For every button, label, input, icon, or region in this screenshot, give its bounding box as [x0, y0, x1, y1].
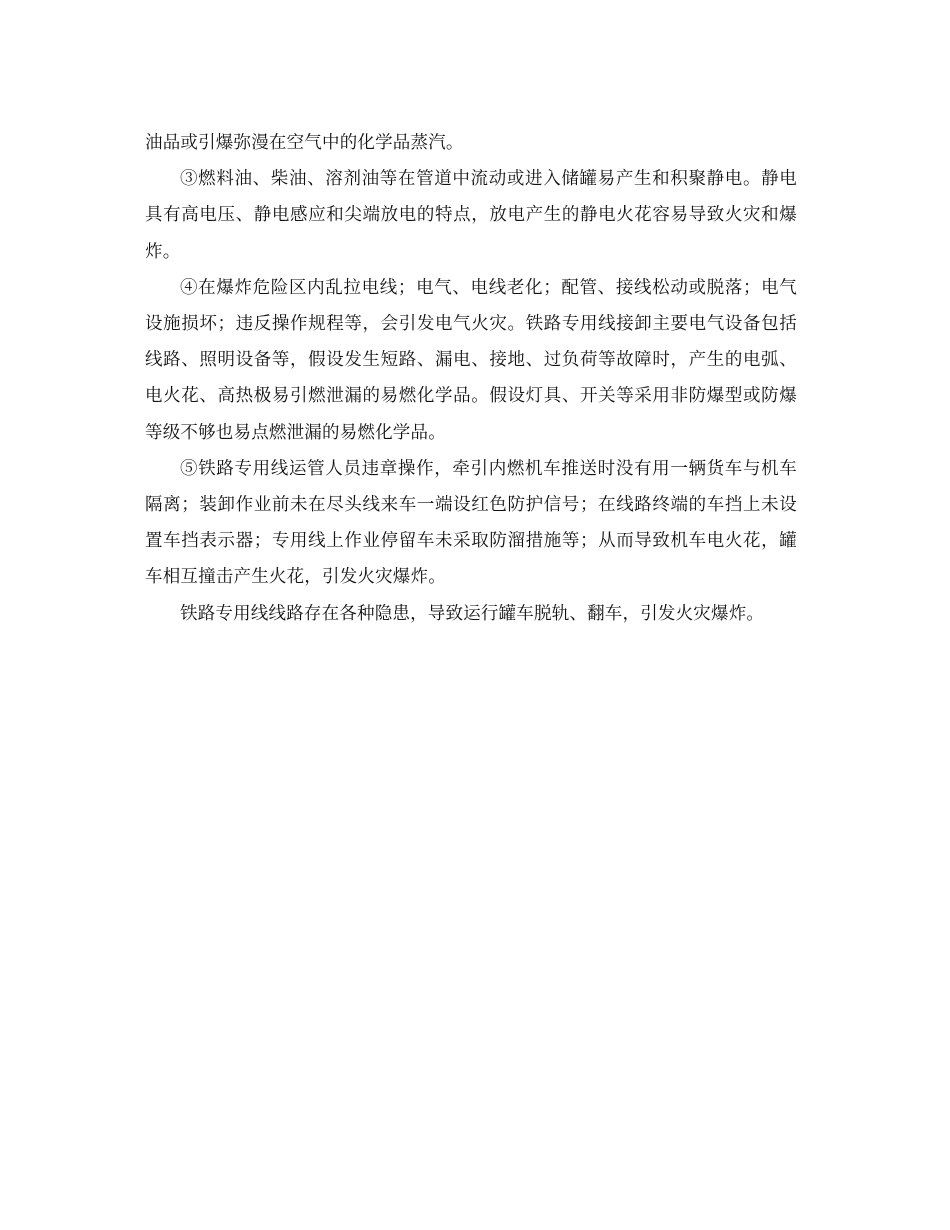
paragraph-summary: 铁路专用线线路存在各种隐患，导致运行罐车脱轨、翻车，引发火灾爆炸。	[180, 603, 765, 624]
document-body	[145, 125, 797, 632]
paragraph-continuation: 油品或引爆弥漫在空气中的化学品蒸汽。	[145, 133, 464, 153]
paragraph-item-5: ⑤铁路专用线运管人员违章操作，牵引内燃机车推送时没有用一辆货车与机车隔离；装卸作业前未在尽头线来车一端设红色防护信号；在线路终端的车挡上未设置车挡表示器；专用线上作业停留车未采取防溜措施等；从而导致机车电火花，罐车相互撞击产生火花，引发火灾爆炸。	[145, 458, 797, 588]
paragraph-item-4: ④在爆炸危险区内乱拉电线；电气、电线老化；配管、接线松动或脱落；电气设施损坏；违反操作规程等，会引发电气火灾。铁路专用线接卸主要电气设备包括线路、照明设备等，假设发生短路、漏电、接地、过负荷等故障时，产生的电弧、电火花、高热极易引燃泄漏的易燃化学品。假设灯具、开关等采用非防爆型或防爆等级不够也易点燃泄漏的易燃化学品。	[145, 277, 797, 443]
paragraph-item-3: ③燃料油、柴油、溶剂油等在管道中流动或进入储罐易产生和积聚静电。静电具有高电压、静电感应和尖端放电的特点，放电产生的静电火花容易导致火灾和爆炸。	[145, 169, 797, 262]
